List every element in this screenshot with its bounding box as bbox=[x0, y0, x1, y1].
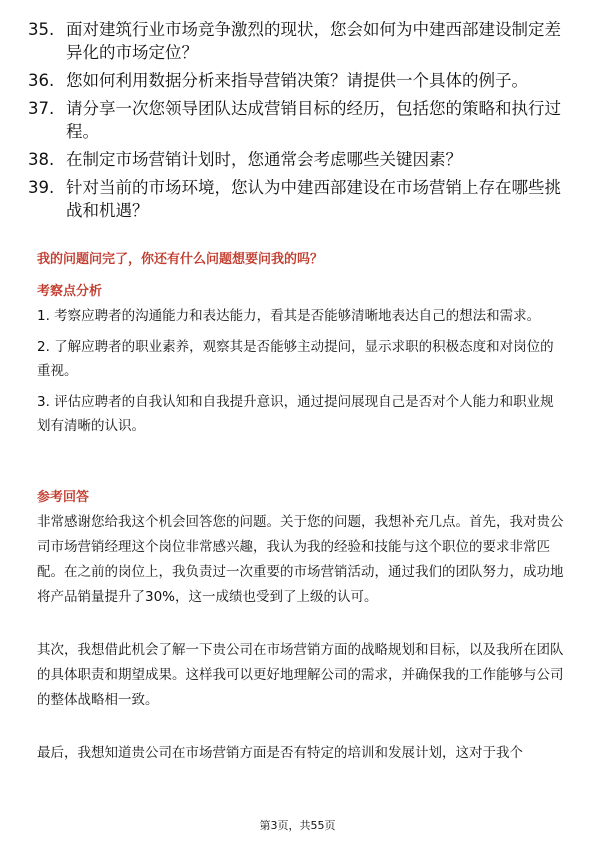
question-text: 在制定市场营销计划时，您通常会考虑哪些关键因素？ bbox=[66, 150, 462, 169]
question-number: 36. bbox=[28, 71, 55, 90]
answer-paragraph: 非常感谢您给我这个机会回答您的问题。关于您的问题，我想补充几点。首先，我对贵公司市场营销经理这个岗位非常感兴趣，我认为我的经验和技能与这个职位的要求非常匹配。在之前的岗位上，我负责过一次重要的市场营销活动，通过我们的团队努力，成功地将产品销量提升了30%，这一成绩也受到了上级的认可。 bbox=[37, 514, 564, 605]
page-footer: 第3页，共55页 bbox=[259, 819, 336, 832]
question-number: 35. bbox=[28, 20, 55, 39]
answer-paragraph: 其次，我想借此机会了解一下贵公司在市场营销方面的战略规划和目标，以及我所在团队的具体职责和期望成果。这样我可以更好地理解公司的需求，并确保我的工作能够与公司的整体战略相一致。 bbox=[37, 642, 564, 708]
answer-paragraph: 最后，我想知道贵公司在市场营销方面是否有特定的培训和发展计划，这对于我个 bbox=[37, 745, 523, 761]
question-text: 针对当前的市场环境，您认为中建西部建设在市场营销上存在哪些挑战和机遇？ bbox=[66, 178, 561, 220]
question-item bbox=[28, 176, 568, 222]
analysis-points bbox=[37, 304, 565, 445]
question-item bbox=[28, 148, 568, 171]
question-number: 37. bbox=[28, 99, 55, 118]
question-text: 请分享一次您领导团队达成营销目标的经历，包括您的策略和执行过程。 bbox=[66, 99, 561, 141]
question-item bbox=[28, 18, 568, 64]
question-number: 38. bbox=[28, 150, 55, 169]
question-item bbox=[28, 97, 568, 143]
analysis-point: 1. 考察应聘者的沟通能力和表达能力，看其是否能够清晰地表达自己的想法和需求。 bbox=[37, 308, 541, 324]
analysis-point: 3. 评估应聘者的自我认知和自我提升意识，通过提问展现自己是否对个人能力和职业规划有清晰的认识。 bbox=[37, 394, 554, 434]
question-text: 您如何利用数据分析来指导营销决策？请提供一个具体的例子。 bbox=[66, 71, 528, 90]
analysis-point: 2. 了解应聘者的职业素养，观察其是否能够主动提问，显示求职的积极态度和对岗位的重视。 bbox=[37, 339, 554, 379]
answer-body bbox=[37, 510, 565, 766]
question-item bbox=[28, 69, 568, 92]
question-text: 面对建筑行业市场竞争激烈的现状，您会如何为中建西部建设制定差异化的市场定位？ bbox=[66, 20, 561, 62]
answer-title: 参考回答 bbox=[37, 490, 90, 505]
final-question-heading: 我的问题问完了，你还有什么问题想要问我的吗？ bbox=[37, 252, 324, 267]
analysis-title: 考察点分析 bbox=[37, 284, 103, 299]
question-list bbox=[28, 18, 568, 227]
question-number: 39. bbox=[28, 178, 55, 197]
